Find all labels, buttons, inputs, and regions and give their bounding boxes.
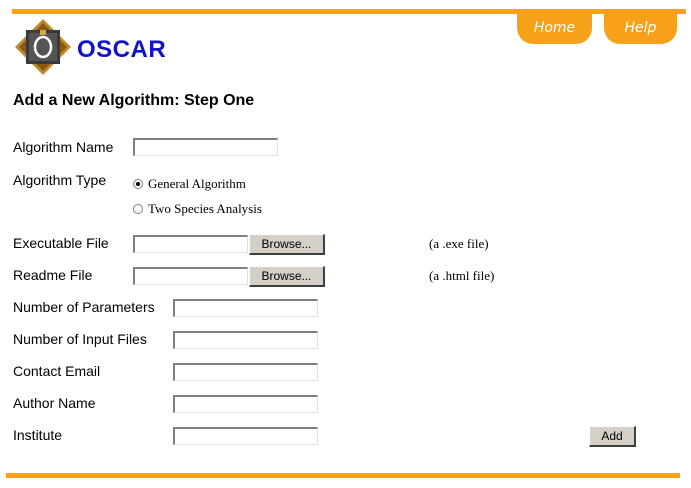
- num-input-files-input[interactable]: [173, 331, 318, 349]
- institute-label: Institute: [13, 427, 63, 443]
- oscar-logo-icon: [14, 18, 72, 76]
- executable-file-input[interactable]: [133, 235, 248, 253]
- radio-two-species-label: Two Species Analysis: [148, 201, 262, 216]
- num-input-files-label: Number of Input Files: [13, 331, 147, 347]
- contact-email-label: Contact Email: [13, 363, 101, 379]
- executable-file-hint: (a .exe file): [429, 236, 489, 251]
- algorithm-name-label: Algorithm Name: [13, 139, 114, 155]
- readme-file-label: Readme File: [13, 267, 93, 283]
- page-title: Add a New Algorithm: Step One: [13, 92, 255, 109]
- bottom-accent-bar: [6, 473, 680, 478]
- readme-file-hint: (a .html file): [429, 268, 495, 283]
- radio-button-checked[interactable]: [133, 179, 143, 189]
- brand-title: OSCAR: [77, 36, 167, 63]
- num-parameters-input[interactable]: [173, 299, 318, 317]
- contact-email-input[interactable]: [173, 363, 318, 381]
- author-name-label: Author Name: [13, 395, 96, 411]
- institute-input[interactable]: [173, 427, 318, 445]
- radio-general-algorithm-label: General Algorithm: [148, 176, 246, 191]
- readme-file-input[interactable]: [133, 267, 248, 285]
- nav-help-tab[interactable]: Help: [604, 12, 677, 44]
- algorithm-type-label: Algorithm Type: [13, 172, 107, 188]
- executable-file-label: Executable File: [13, 235, 109, 251]
- author-name-input[interactable]: [173, 395, 318, 413]
- num-parameters-label: Number of Parameters: [13, 299, 155, 315]
- add-button[interactable]: Add: [589, 426, 636, 447]
- algorithm-name-input[interactable]: [133, 138, 278, 156]
- readme-browse-button[interactable]: Browse...: [249, 266, 325, 287]
- nav-home-tab[interactable]: Home: [517, 12, 592, 44]
- radio-button-unchecked[interactable]: [133, 204, 143, 214]
- executable-browse-button[interactable]: Browse...: [249, 234, 325, 255]
- radio-two-species-analysis[interactable]: [133, 201, 262, 217]
- radio-general-algorithm[interactable]: [133, 176, 246, 192]
